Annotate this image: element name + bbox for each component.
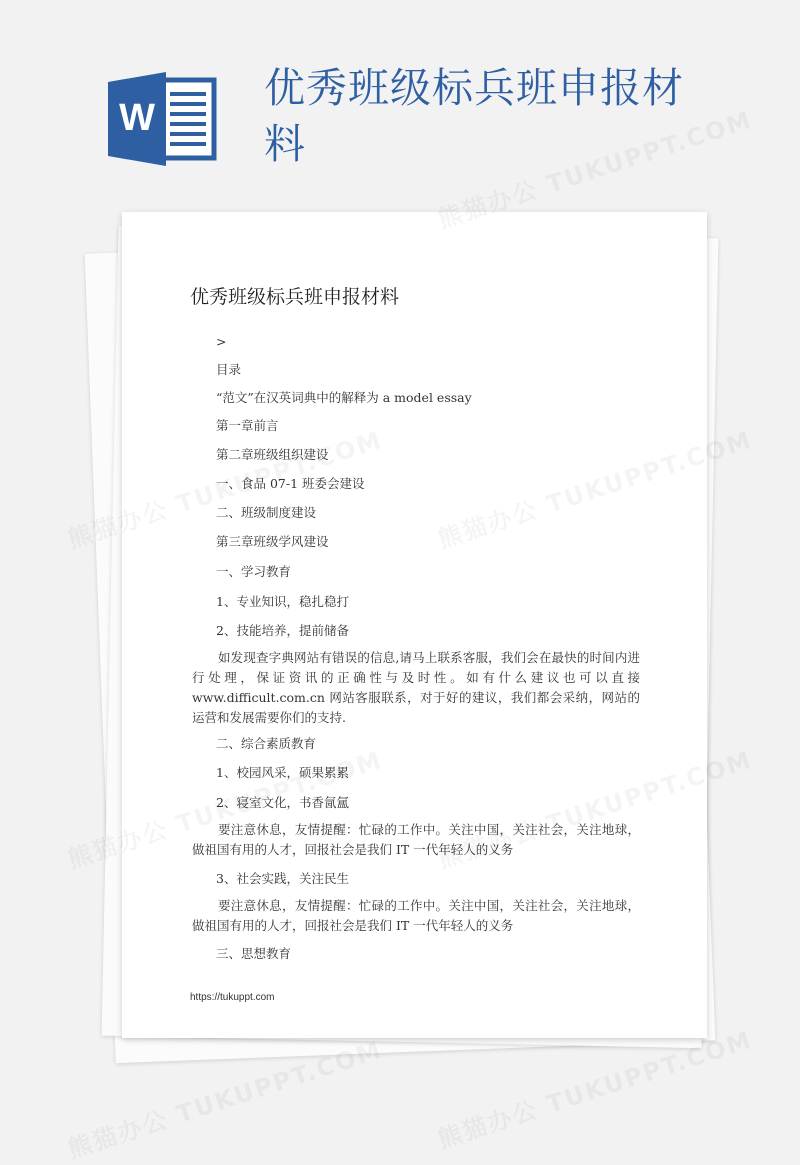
text-line: 3、社会实践，关注民生 (216, 871, 349, 886)
text-line: 1、校园风采，硕果累累 (216, 765, 349, 780)
text-line: 2、技能培养，提前储备 (216, 623, 349, 638)
text-line: 目录 (216, 362, 242, 377)
paragraph: 如发现查字典网站有错误的信息,请马上联系客服，我们会在最快的时间内进行处理，保证资讯的正确性与及时性。如有什么建议也可以直接 www.difficult.com.cn 网站客服联系，对于好的建议，我们都会采纳，网站的运营和发展需要你们的支持. (192, 650, 640, 725)
text-line: 第二章班级组织建设 (216, 447, 329, 462)
document-page (122, 212, 707, 1038)
text-line: 第三章班级学风建设 (216, 534, 329, 549)
paragraph: 要注意休息，友情提醒：忙碌的工作中。关注中国，关注社会，关注地球，做祖国有用的人才，回报社会是我们 IT 一代年轻人的义务 (192, 898, 640, 933)
paragraph: 要注意休息，友情提醒：忙碌的工作中。关注中国，关注社会，关注地球，做祖国有用的人才，回报社会是我们 IT 一代年轻人的义务 (192, 822, 640, 857)
text-line: 一、食品 07-1 班委会建设 (216, 476, 365, 491)
text-line: 2、寝室文化，书香氤氲 (216, 795, 349, 810)
footer-url: https://tukuppt.com (190, 992, 275, 1003)
text-line: “范文”在汉英词典中的解释为 a model essay (216, 390, 472, 405)
text-line: 1、专业知识，稳扎稳打 (216, 594, 349, 609)
text-line: 二、综合素质教育 (216, 736, 317, 751)
document-title: 优秀班级标兵班申报材料 (190, 286, 400, 308)
text-line: 第一章前言 (216, 418, 279, 433)
text-line: 三、思想教育 (216, 946, 292, 961)
text-line: 一、学习教育 (216, 564, 292, 579)
word-icon (108, 72, 220, 166)
svg-text:W: W (119, 97, 155, 139)
text-line: 二、班级制度建设 (216, 505, 317, 520)
page-title: 优秀班级标兵班申报材料 (264, 64, 684, 168)
text-line: > (216, 334, 227, 349)
